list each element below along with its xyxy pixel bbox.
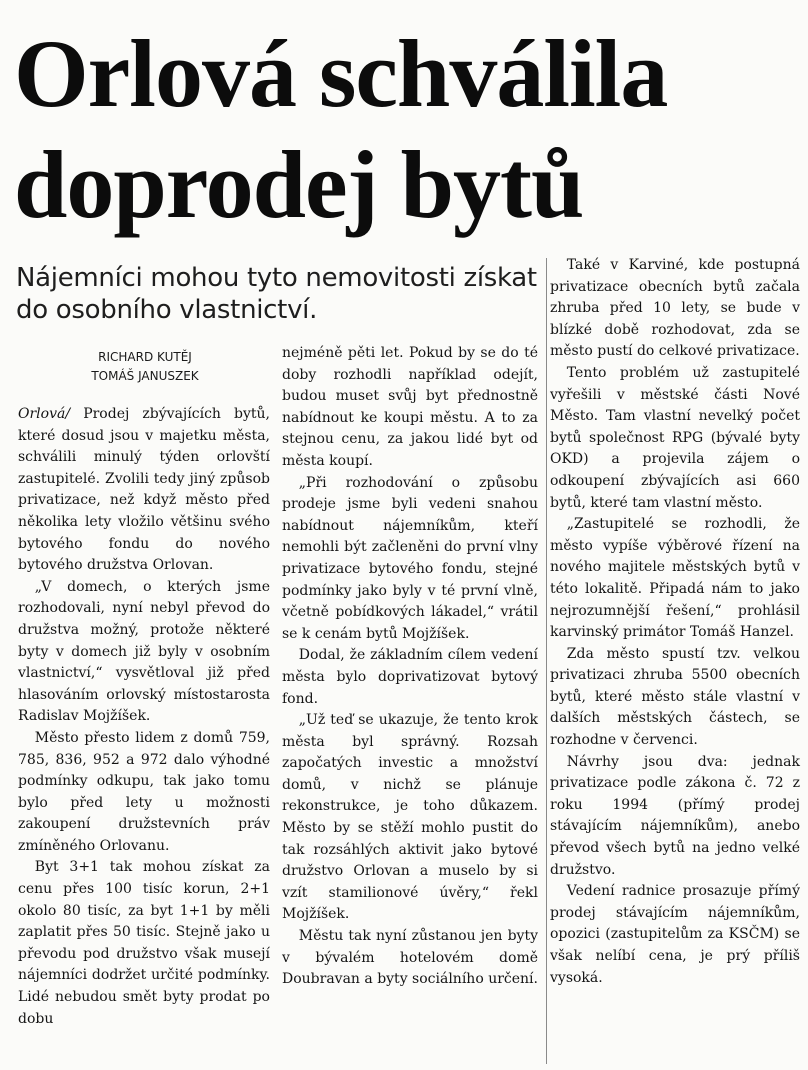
paragraph: „Zastupitelé se rozhodli, že město vypíše výběrové řízení na nového majitele městských bytů v této lokalitě. Připadá nám to jako nejrozumnější řešení,“ prohlásil karvinský primátor Tomáš Hanzel. [550, 516, 800, 641]
paragraph: „V domech, o kterých jsme rozhodovali, nyní nebyl převod do družstva možný, protože některé byty v domech již byly v osobním vlastnictví,“ vysvětloval již před hlasováním orlovský místostarosta Radislav Mojžíšek. [18, 578, 270, 725]
author-byline: RICHARD KUTĚJ [98, 350, 192, 364]
dateline: Orlová/ [18, 406, 71, 422]
paragraph: „Už teď se ukazuje, že tento krok města byl správný. Rozsah započatých investic a množství domů, v nichž se plánuje rekonstrukce, je toho důkazem. Město by se stěží mohlo pustit do tak rozsáhlých aktivit jako bytové družstvo Orlovan a muselo by si vzít stamilionové úvěry,“ řekl Mojžíšek. [282, 712, 538, 923]
paragraph: Tento problém už zastupitelé vyřešili v městské části Nové Město. Tam vlastní nevelký počet bytů společnost RPG (bývalé byty OKD) a projevila zájem o odkoupení zbývajících asi 660 bytů, které tam vlastní město. [550, 364, 800, 511]
paragraph: „Při rozhodování o způsobu prodeje jsme byli vedeni snahou nabídnout nájemníkům, kteří nemohli být začleněni do první vlny privatizace bytového fondu, stejné podmínky jako byly v té první vlně, včetně pobídkových lákadel,“ vrátil se k cenám bytů Mojžíšek. [282, 474, 538, 642]
column-3 [550, 255, 800, 989]
paragraph: Také v Karviné, kde postupná privatizace obecních bytů začala zhruba před 10 lety, se bude v blízké době rozhodovat, zda se město pustí do celkové privatizace. [550, 257, 800, 360]
paragraph: Městu tak nyní zůstanou jen byty v bývalém hotelovém domě Doubravan a byty sociálního určení. [282, 928, 538, 988]
paragraph [18, 404, 270, 577]
paragraph-text: Prodej zbývajících bytů, které dosud jsou v majetku města, schválili minulý týden orlovští zastupitelé. Zvolili tedy jiný způsob privatizace, než když město před několika lety vložilo většinu svého bytového fondu do nového bytového družstva Orlovan. [18, 406, 271, 574]
bylines [20, 348, 270, 386]
subheadline: Nájemníci mohou tyto nemovitosti získat do osobního vlastnictví. [16, 263, 537, 325]
paragraph: nejméně pěti let. Pokud by se do té doby rozhodli například odejít, budou muset svůj byt přednostně nabídnout ke koupi městu. A to za stejnou cenu, za jakou lidé byt od města koupí. [282, 345, 538, 469]
paragraph: Město přesto lidem z domů 759, 785, 836, 952 a 972 dalo výhodné podmínky odkupu, tak jako tomu bylo před lety u možnosti zakoupení družstevních práv zmíněného Orlovanu. [18, 729, 270, 854]
column-1 [18, 404, 270, 1030]
column-rule [546, 258, 547, 1064]
paragraph: Dodal, že základním cílem vedení města bylo doprivatizovat bytový fond. [282, 647, 538, 707]
paragraph: Vedení radnice prosazuje přímý prodej stávajícím nájemníkům, opozici (zastupitelům za KSČM) se však nelíbí cena, je prý příliš vysoká. [550, 883, 800, 986]
column-2 [282, 343, 538, 991]
paragraph: Byt 3+1 tak mohou získat za cenu přes 100 tisíc korun, 2+1 okolo 80 tisíc, za byt 1+1 by měli zaplatit přes 50 tisíc. Stejně jako u převodu pod družstvo však musejí nájemníci dodržet určité podmínky. Lidé nebudou smět byty prodat po dobu [18, 859, 270, 1027]
author-byline: TOMÁŠ JANUSZEK [91, 369, 199, 383]
headline: Orlová schválila doprodej bytů [14, 20, 668, 238]
paragraph: Zda město spustí tzv. velkou privatizaci zhruba 5500 obecních bytů, které město stále vlastní v dalších městských částech, se rozhodne v červenci. [550, 645, 800, 749]
paragraph: Návrhy jsou dva: jednak privatizace podle zákona č. 72 z roku 1994 (přímý prodej stávajícím nájemníkům), anebo převod všech bytů na jedno velké družstvo. [550, 753, 800, 878]
